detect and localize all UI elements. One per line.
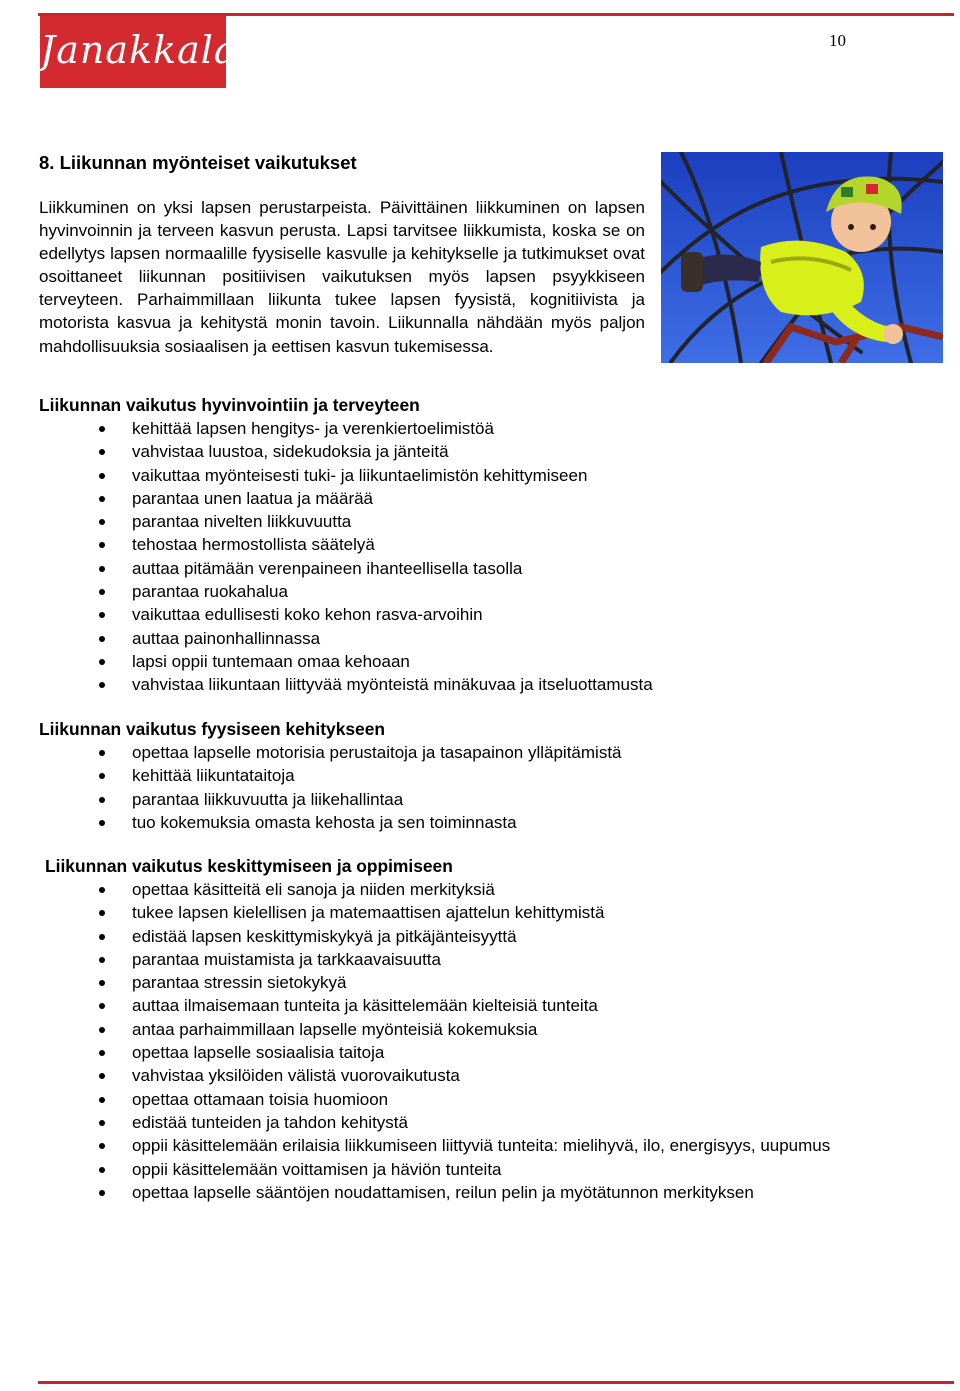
- bullet-icon: [99, 542, 105, 548]
- bullet-icon: [99, 589, 105, 595]
- list-item: tuo kokemuksia omasta kehosta ja sen toiminnasta: [39, 811, 622, 834]
- list-item: tukee lapsen kielellisen ja matemaattisen ajattelun kehittymistä: [39, 901, 830, 924]
- bullet-icon: [99, 1143, 105, 1149]
- bullet-icon: [99, 797, 105, 803]
- bullet-icon: [99, 612, 105, 618]
- bullet-icon: [99, 957, 105, 963]
- list-item: lapsi oppii tuntemaan omaa kehoaan: [39, 650, 653, 673]
- bullet-icon: [99, 1167, 105, 1173]
- list-item: opettaa lapselle motorisia perustaitoja ja tasapainon ylläpitämistä: [39, 741, 622, 764]
- section-wellbeing: [39, 394, 653, 697]
- list-item: kehittää liikuntataitoja: [39, 764, 622, 787]
- list-item: parantaa ruokahalua: [39, 580, 653, 603]
- section-title: Liikunnan vaikutus keskittymiseen ja oppimiseen: [45, 856, 453, 876]
- list-item: oppii käsittelemään erilaisia liikkumiseen liittyviä tunteita: mielihyvä, ilo, energisyys, uupumus: [39, 1134, 830, 1157]
- intro-paragraph: Liikkuminen on yksi lapsen perustarpeista. Päivittäinen liikkuminen on lapsen hyvinvoinnin ja terveen kasvun perusta. Lapsi tarvitsee liikkumista, koska se on edellytys lapsen normaalille fyysiselle kasvulle ja kehitykselle ja tutkimukset ovat osoittaneet liikunnan positiivisen vaikutuksen myös lapsen psyykkiseen terveyteen. Parhaimmillaan liikunta tukee lapsen fyysistä, kognitiivista ja motorista kasvua ja kehitystä monin tavoin. Liikunnalla nähdään myös paljon mahdollisuuksia sosiaalisen ja eettisen kasvun tukemisessa.: [39, 198, 645, 356]
- list-item: vaikuttaa myönteisesti tuki- ja liikuntaelimistön kehittymiseen: [39, 464, 653, 487]
- list-item: parantaa stressin sietokykyä: [39, 971, 830, 994]
- list-item: vaikuttaa edullisesti koko kehon rasva-arvoihin: [39, 603, 653, 626]
- child-climbing-photo: [661, 152, 943, 363]
- bullet-icon: [99, 566, 105, 572]
- list-item: vahvistaa yksilöiden välistä vuorovaikutusta: [39, 1064, 830, 1087]
- list-item: parantaa liikkuvuutta ja liikehallintaa: [39, 788, 622, 811]
- bullet-icon: [99, 682, 105, 688]
- bullet-icon: [99, 887, 105, 893]
- list-item: vahvistaa liikuntaan liittyvää myönteistä minäkuvaa ja itseluottamusta: [39, 673, 653, 696]
- bullet-icon: [99, 426, 105, 432]
- bullet-icon: [99, 820, 105, 826]
- bullet-icon: [99, 980, 105, 986]
- list-item: oppii käsittelemään voittamisen ja häviön tunteita: [39, 1158, 830, 1181]
- footer-rule: [38, 1381, 954, 1384]
- bullet-icon: [99, 750, 105, 756]
- section-physical-development: [39, 718, 622, 834]
- bullet-icon: [99, 496, 105, 502]
- bullet-icon: [99, 1050, 105, 1056]
- bullet-icon: [99, 473, 105, 479]
- bullet-icon: [99, 934, 105, 940]
- list-item: edistää tunteiden ja tahdon kehitystä: [39, 1111, 830, 1134]
- bullet-icon: [99, 519, 105, 525]
- bullet-list: [39, 741, 622, 834]
- bullet-icon: [99, 1003, 105, 1009]
- bullet-icon: [99, 1027, 105, 1033]
- list-item: tehostaa hermostollista säätelyä: [39, 533, 653, 556]
- bullet-icon: [99, 1073, 105, 1079]
- list-item: auttaa painonhallinnassa: [39, 627, 653, 650]
- list-item: opettaa käsitteitä eli sanoja ja niiden merkityksiä: [39, 878, 830, 901]
- bullet-icon: [99, 910, 105, 916]
- list-item: edistää lapsen keskittymiskykyä ja pitkäjänteisyyttä: [39, 925, 830, 948]
- bullet-icon: [99, 659, 105, 665]
- list-item: antaa parhaimmillaan lapselle myönteisiä kokemuksia: [39, 1018, 830, 1041]
- bullet-icon: [99, 773, 105, 779]
- bullet-list: [39, 417, 653, 697]
- list-item: vahvistaa luustoa, sidekudoksia ja jänteitä: [39, 440, 653, 463]
- list-item: opettaa ottamaan toisia huomioon: [39, 1088, 830, 1111]
- bullet-icon: [99, 1120, 105, 1126]
- list-item: opettaa lapselle sosiaalisia taitoja: [39, 1041, 830, 1064]
- list-item: kehittää lapsen hengitys- ja verenkiertoelimistöä: [39, 417, 653, 440]
- bullet-icon: [99, 636, 105, 642]
- list-item: opettaa lapselle sääntöjen noudattamisen, reilun pelin ja myötätunnon merkityksen: [39, 1181, 830, 1204]
- section-concentration-learning: [39, 855, 830, 1204]
- page-number: 10: [829, 31, 846, 50]
- list-item: parantaa nivelten liikkuvuutta: [39, 510, 653, 533]
- list-item: parantaa muistamista ja tarkkaavaisuutta: [39, 948, 830, 971]
- section-title: Liikunnan vaikutus hyvinvointiin ja terveyteen: [39, 395, 420, 415]
- section-title: Liikunnan vaikutus fyysiseen kehitykseen: [39, 719, 386, 739]
- bullet-icon: [99, 1097, 105, 1103]
- section-heading: 8. Liikunnan myönteiset vaikutukset: [39, 152, 357, 173]
- logo-text: Janakkala: [40, 28, 238, 72]
- janakkala-logo: [40, 16, 238, 88]
- bullet-list: [39, 878, 830, 1204]
- list-item: parantaa unen laatua ja määrää: [39, 487, 653, 510]
- list-item: auttaa pitämään verenpaineen ihanteellisella tasolla: [39, 557, 653, 580]
- bullet-icon: [99, 449, 105, 455]
- list-item: auttaa ilmaisemaan tunteita ja käsittelemään kielteisiä tunteita: [39, 994, 830, 1017]
- bullet-icon: [99, 1190, 105, 1196]
